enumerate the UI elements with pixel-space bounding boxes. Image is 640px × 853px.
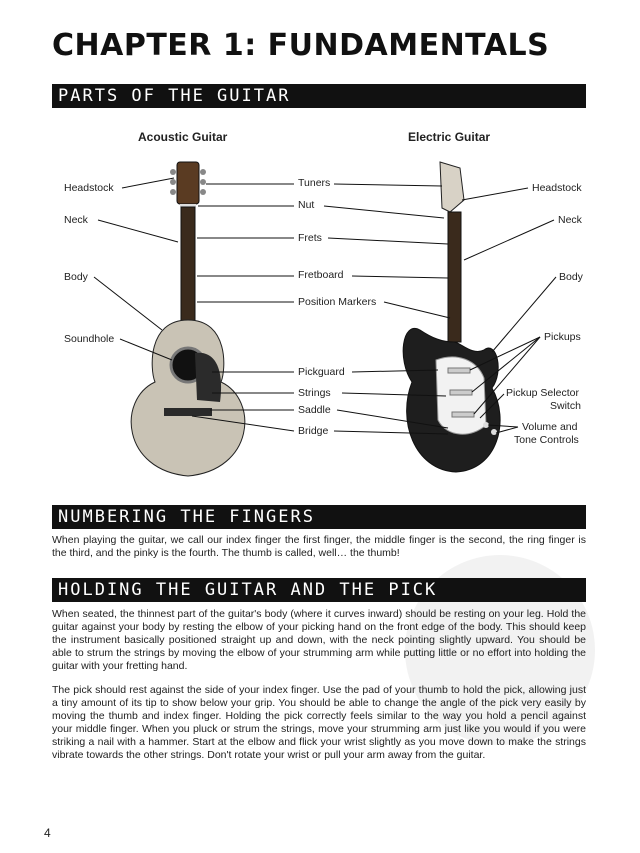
label-frets: Frets — [298, 232, 322, 244]
label-electric-neck: Neck — [558, 214, 582, 226]
guitar-parts-diagram — [52, 120, 592, 485]
label-strings: Strings — [298, 387, 331, 399]
label-saddle: Saddle — [298, 404, 331, 416]
label-nut: Nut — [298, 199, 315, 211]
label-position-markers: Position Markers — [298, 296, 377, 308]
section-heading-holding: HOLDING THE GUITAR AND THE PICK — [52, 578, 586, 602]
chapter-title: CHAPTER 1: FUNDAMENTALS — [52, 28, 550, 63]
label-tuners: Tuners — [298, 177, 331, 189]
label-acoustic-body: Body — [64, 271, 88, 283]
label-volume: Volume and — [522, 421, 578, 433]
label-bridge: Bridge — [298, 425, 329, 437]
label-pickup-selector-switch: Switch — [550, 400, 581, 412]
electric-guitar-illustration — [403, 162, 500, 472]
holding-paragraph-2: The pick should rest against the side of your index finger. Use the pad of your thumb to hold the pick, allowing just a tiny amount of its tip to show below your grip. You should be able to change the angle of the pick very easily by moving the thumb and index finger. Holding the pick correctly feels similar to the way you hold a pencil against your middle finger. When you pluck or strum the strings, move your strumming arm just like you would if you were striking a nail with a hammer. Start at the elbow and flick your wrist slightly as you move down to make the strings vibrate towards the other strings. Don't rotate your wrist or pull your arm away from the guitar. — [52, 684, 586, 761]
label-pickup-selector: Pickup Selector — [506, 387, 579, 399]
holding-paragraph-1: When seated, the thinnest part of the guitar's body (where it curves inward) should be resting on your leg. Hold the guitar against your body by resting the elbow of your picking hand on the front edge of the body. This should keep the instrument basically positioned straight up and down, with the neck pointing slightly upward. You should be able to strum the strings by moving the elbow of your strumming arm while putting little or no effort into holding the guitar with your fretting hand. — [52, 608, 586, 672]
electric-guitar-title: Electric Guitar — [408, 130, 491, 144]
label-electric-headstock: Headstock — [532, 182, 582, 194]
label-acoustic-soundhole: Soundhole — [64, 333, 115, 345]
label-fretboard: Fretboard — [298, 269, 344, 281]
section-heading-parts: PARTS OF THE GUITAR — [52, 84, 586, 108]
label-acoustic-neck: Neck — [64, 214, 88, 226]
label-acoustic-headstock: Headstock — [64, 182, 114, 194]
acoustic-guitar-title: Acoustic Guitar — [138, 130, 228, 144]
label-tone-controls: Tone Controls — [514, 434, 579, 446]
label-pickups: Pickups — [544, 331, 581, 343]
section-heading-fingers: NUMBERING THE FINGERS — [52, 505, 586, 529]
label-pickguard: Pickguard — [298, 366, 345, 378]
fingers-paragraph: When playing the guitar, we call our index finger the first finger, the middle finger is the second, the ring finger is the third, and the pinky is the fourth. The thumb is called, well… the thumb! — [52, 534, 586, 559]
label-electric-body: Body — [559, 271, 583, 283]
page-number: 4 — [44, 826, 51, 840]
